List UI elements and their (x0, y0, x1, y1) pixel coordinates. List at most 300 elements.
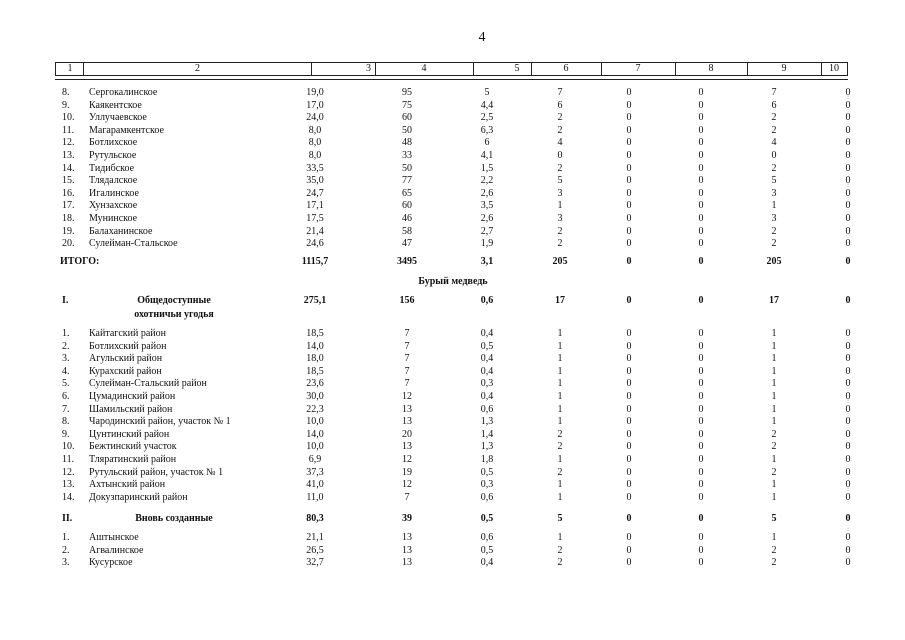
cell-col-9: 5 (771, 175, 777, 187)
table-row (0, 366, 905, 378)
cell-col-6: 2 (557, 428, 563, 440)
cell-col-9: 1 (771, 491, 777, 503)
cell-col-4: 13 (402, 557, 412, 569)
cell-col-9: 1 (771, 479, 777, 491)
cell-col-6: 2 (557, 225, 563, 237)
row-name: ИТОГО: (60, 256, 100, 267)
cell-col-5: 0,4 (480, 365, 494, 377)
row-name: Аштынское (89, 532, 139, 543)
cell-col-9: 0 (771, 150, 777, 161)
cell-col-8: 0 (698, 403, 704, 415)
cell-col-10: 0 (845, 137, 851, 149)
row-number: 9. (62, 99, 70, 111)
cell-col-8: 0 (698, 238, 704, 250)
cell-col-4: 46 (402, 213, 412, 224)
table-row (0, 226, 905, 238)
row-number: 2. (62, 340, 70, 352)
cell-col-8: 0 (698, 213, 704, 224)
cell-col-5: 1,4 (480, 428, 494, 440)
cell-col-5: 3,5 (480, 200, 494, 212)
cell-col-9: 2 (771, 112, 777, 124)
cell-col-10: 0 (845, 187, 851, 199)
total-row (0, 256, 905, 268)
cell-col-5: 0,5 (480, 513, 494, 524)
cell-col-10: 0 (845, 532, 851, 543)
row-name: Хунзахское (89, 200, 138, 212)
row-name: Рутульский район, участок № 1 (89, 466, 224, 478)
row-name: Общедоступные (137, 295, 211, 306)
row-number: 17. (62, 200, 75, 212)
cell-col-10: 0 (845, 328, 851, 339)
row-number: 3. (62, 557, 70, 569)
cell-col-7: 0 (626, 491, 632, 503)
column-header-10: 10 (829, 63, 839, 74)
cell-col-3: 17,5 (306, 213, 324, 224)
cell-col-3: 21,4 (306, 225, 324, 237)
cell-col-6: 1 (557, 532, 563, 543)
cell-col-8: 0 (698, 557, 704, 569)
cell-col-8: 0 (698, 365, 704, 377)
cell-col-9: 5 (771, 513, 777, 524)
cell-col-7: 0 (626, 238, 632, 250)
row-name: Балаханинское (89, 225, 153, 237)
cell-col-8: 0 (698, 112, 704, 124)
cell-col-5: 0,5 (480, 466, 494, 478)
cell-col-9: 17 (769, 295, 779, 306)
cell-col-3: 23,6 (306, 378, 324, 390)
cell-col-9: 1 (771, 365, 777, 377)
row-number: 9. (62, 428, 70, 440)
cell-col-7: 0 (626, 544, 632, 556)
cell-col-5: 0,5 (480, 544, 494, 556)
cell-col-3: 24,6 (306, 238, 324, 250)
cell-col-8: 0 (698, 137, 704, 149)
cell-col-9: 1 (771, 200, 777, 212)
table-row (0, 137, 905, 149)
cell-col-7: 0 (626, 353, 632, 365)
cell-col-4: 95 (402, 87, 412, 98)
cell-col-6: 1 (557, 353, 563, 365)
cell-col-9: 1 (771, 353, 777, 365)
row-number: 1. (62, 532, 70, 543)
cell-col-9: 2 (771, 428, 777, 440)
cell-col-6: 2 (557, 466, 563, 478)
cell-col-5: 1,3 (480, 416, 494, 428)
cell-col-4: 58 (402, 225, 412, 237)
cell-col-8: 0 (698, 479, 704, 491)
cell-col-10: 0 (845, 365, 851, 377)
cell-col-4: 7 (404, 365, 410, 377)
cell-col-7: 0 (626, 340, 632, 352)
cell-col-8: 0 (698, 150, 704, 161)
row-name: Игалинское (89, 187, 139, 199)
page-number: 4 (478, 30, 486, 45)
cell-col-9: 1 (771, 416, 777, 428)
table-row (0, 163, 905, 175)
cell-col-9: 1 (771, 532, 777, 543)
cell-col-7: 0 (626, 532, 632, 543)
row-name: Бежтинский участок (89, 441, 177, 453)
row-name: Шамильский район (89, 403, 173, 415)
cell-col-9: 1 (771, 454, 777, 465)
cell-col-3: 275,1 (303, 295, 327, 306)
cell-col-5: 1,9 (480, 238, 494, 250)
cell-col-6: 5 (557, 175, 563, 187)
cell-col-9: 7 (771, 87, 777, 98)
row-number: 13. (62, 150, 75, 161)
cell-col-6: 3 (557, 213, 563, 224)
cell-col-5: 0,4 (480, 557, 494, 569)
row-name: Тидибское (89, 162, 135, 174)
cell-col-10: 0 (845, 200, 851, 212)
cell-col-6: 6 (557, 99, 563, 111)
cell-col-9: 1 (771, 391, 777, 402)
cell-col-5: 4,4 (480, 99, 494, 111)
cell-col-3: 35,0 (306, 175, 324, 187)
cell-col-4: 12 (402, 454, 412, 465)
cell-col-6: 1 (557, 479, 563, 491)
cell-col-10: 0 (845, 441, 851, 453)
table-row (0, 479, 905, 491)
row-number: 12. (62, 466, 75, 478)
cell-col-3: 1115,7 (301, 256, 329, 267)
cell-col-4: 7 (404, 328, 410, 339)
cell-col-10: 0 (845, 150, 851, 161)
cell-col-6: 2 (557, 557, 563, 569)
cell-col-6: 2 (557, 162, 563, 174)
cell-col-7: 0 (626, 162, 632, 174)
cell-col-8: 0 (698, 175, 704, 187)
cell-col-6: 2 (557, 238, 563, 250)
row-number: 11. (62, 124, 75, 136)
cell-col-3: 17,0 (306, 99, 324, 111)
table-row (0, 238, 905, 250)
cell-col-3: 80,3 (306, 513, 324, 524)
cell-col-7: 0 (626, 200, 632, 212)
table-row (0, 404, 905, 416)
cell-col-9: 6 (771, 99, 777, 111)
cell-col-5: 0,4 (480, 353, 494, 365)
cell-col-4: 12 (402, 479, 412, 491)
row-name: Ахтынский район (89, 479, 166, 491)
cell-col-7: 0 (626, 391, 632, 402)
cell-col-8: 0 (698, 256, 704, 267)
column-header-4: 4 (421, 63, 427, 74)
cell-col-10: 0 (845, 225, 851, 237)
row-name: Агульский район (89, 353, 163, 365)
cell-col-4: 13 (402, 441, 412, 453)
row-number: 6. (62, 391, 70, 402)
cell-col-9: 2 (771, 544, 777, 556)
cell-col-4: 48 (402, 137, 412, 149)
cell-col-10: 0 (845, 87, 851, 98)
cell-col-6: 2 (557, 124, 563, 136)
cell-col-3: 8,0 (308, 137, 322, 149)
table-row (0, 532, 905, 544)
row-number: 14. (62, 491, 75, 503)
cell-col-7: 0 (626, 378, 632, 390)
cell-col-7: 0 (626, 557, 632, 569)
row-name: Курахский район (89, 365, 162, 377)
cell-col-10: 0 (845, 391, 851, 402)
row-name: Кайтагский район (89, 328, 167, 339)
table-row (0, 150, 905, 162)
cell-col-7: 0 (626, 466, 632, 478)
cell-col-6: 1 (557, 491, 563, 503)
cell-col-9: 3 (771, 187, 777, 199)
cell-col-10: 0 (845, 378, 851, 390)
row-name: Уллучаевское (89, 112, 147, 124)
table-row (0, 429, 905, 441)
cell-col-10: 0 (845, 112, 851, 124)
row-number: 19. (62, 225, 75, 237)
cell-col-5: 1,5 (480, 162, 494, 174)
cell-col-5: 2,7 (480, 225, 494, 237)
cell-col-3: 18,0 (306, 353, 324, 365)
cell-col-7: 0 (626, 225, 632, 237)
row-number: 2. (62, 544, 70, 556)
cell-col-8: 0 (698, 87, 704, 98)
cell-col-6: 1 (557, 328, 563, 339)
cell-col-3: 26,5 (306, 544, 324, 556)
cell-col-6: 2 (557, 441, 563, 453)
section-title-line2: охотничьи угодья (134, 309, 214, 320)
cell-col-3: 18,5 (306, 328, 324, 339)
cell-col-7: 0 (626, 403, 632, 415)
row-name: Цумадинский район (89, 391, 176, 402)
cell-col-5: 2,6 (480, 187, 494, 199)
table-row (0, 545, 905, 557)
cell-col-5: 0,6 (480, 532, 494, 543)
cell-col-5: 2,2 (480, 175, 494, 187)
cell-col-6: 1 (557, 391, 563, 402)
cell-col-6: 1 (557, 340, 563, 352)
row-number: 20. (62, 238, 75, 250)
row-name: Рутульское (89, 150, 137, 161)
cell-col-4: 50 (402, 162, 412, 174)
row-number: 11. (62, 454, 75, 465)
cell-col-6: 4 (557, 137, 563, 149)
cell-col-3: 14,0 (306, 340, 324, 352)
cell-col-7: 0 (626, 256, 632, 267)
cell-col-5: 2,6 (480, 213, 494, 224)
cell-col-7: 0 (626, 513, 632, 524)
cell-col-9: 2 (771, 441, 777, 453)
cell-col-10: 0 (845, 295, 851, 306)
cell-col-7: 0 (626, 187, 632, 199)
cell-col-8: 0 (698, 124, 704, 136)
cell-col-10: 0 (845, 416, 851, 428)
cell-col-7: 0 (626, 213, 632, 224)
row-name: Ботлихское (89, 137, 138, 149)
cell-col-7: 0 (626, 428, 632, 440)
cell-col-3: 10,0 (306, 441, 324, 453)
cell-col-8: 0 (698, 225, 704, 237)
cell-col-3: 30,0 (306, 391, 324, 402)
row-name: Магарамкентское (89, 124, 164, 136)
table-row (0, 378, 905, 390)
cell-col-9: 2 (771, 238, 777, 250)
cell-col-8: 0 (698, 491, 704, 503)
row-name: Мунинское (89, 213, 138, 224)
cell-col-5: 0,3 (480, 479, 494, 491)
cell-col-4: 77 (402, 175, 412, 187)
section-subtitle: Бурый медведь (418, 276, 488, 287)
cell-col-7: 0 (626, 479, 632, 491)
column-header-1: 1 (67, 63, 73, 74)
cell-col-10: 0 (845, 256, 851, 267)
row-number: I. (62, 295, 69, 306)
cell-col-3: 21,1 (306, 532, 324, 543)
cell-col-5: 3,1 (480, 256, 494, 267)
cell-col-3: 19,0 (306, 87, 324, 98)
cell-col-10: 0 (845, 124, 851, 136)
cell-col-8: 0 (698, 441, 704, 453)
cell-col-8: 0 (698, 454, 704, 465)
row-name: Сулейман-Стальский район (89, 378, 207, 390)
cell-col-7: 0 (626, 295, 632, 306)
row-number: 4. (62, 365, 70, 377)
cell-col-4: 7 (404, 491, 410, 503)
cell-col-5: 0,6 (480, 491, 494, 503)
cell-col-6: 5 (557, 513, 563, 524)
cell-col-10: 0 (845, 175, 851, 187)
row-number: 16. (62, 187, 75, 199)
table-row (0, 213, 905, 225)
cell-col-4: 12 (402, 391, 412, 402)
cell-col-5: 5 (484, 87, 490, 98)
cell-col-5: 0,6 (480, 403, 494, 415)
row-number: 15. (62, 175, 75, 187)
cell-col-4: 7 (404, 353, 410, 365)
row-number: 14. (62, 162, 75, 174)
row-name: Тляратинский район (89, 454, 177, 465)
table-row (0, 341, 905, 353)
row-name: Агвалинское (89, 544, 144, 556)
cell-col-9: 2 (771, 557, 777, 569)
cell-col-9: 205 (766, 256, 782, 267)
cell-col-4: 47 (402, 238, 412, 250)
cell-col-6: 0 (557, 150, 563, 161)
cell-col-4: 39 (402, 513, 412, 524)
cell-col-4: 75 (402, 99, 412, 111)
row-number: 8. (62, 87, 70, 98)
table-row (0, 467, 905, 479)
cell-col-3: 10,0 (306, 416, 324, 428)
row-name: Кусурское (89, 557, 133, 569)
row-name: Вновь созданные (135, 513, 213, 524)
cell-col-4: 156 (399, 295, 415, 306)
cell-col-5: 0,4 (480, 391, 494, 402)
cell-col-8: 0 (698, 513, 704, 524)
cell-col-6: 2 (557, 544, 563, 556)
cell-col-5: 1,8 (480, 454, 494, 465)
cell-col-6: 3 (557, 187, 563, 199)
table-row (0, 328, 905, 340)
cell-col-4: 3495 (397, 256, 417, 267)
cell-col-7: 0 (626, 441, 632, 453)
cell-col-9: 2 (771, 225, 777, 237)
table-row (0, 353, 905, 365)
table-row (0, 454, 905, 466)
cell-col-4: 13 (402, 532, 412, 543)
cell-col-8: 0 (698, 200, 704, 212)
row-name: Сулейман-Стальское (89, 238, 178, 250)
section-row (0, 295, 905, 307)
cell-col-6: 205 (552, 256, 568, 267)
table-row (0, 175, 905, 187)
cell-col-7: 0 (626, 328, 632, 339)
cell-col-10: 0 (845, 213, 851, 224)
cell-col-7: 0 (626, 175, 632, 187)
cell-col-4: 33 (402, 150, 412, 161)
row-name: Ботлихский район (89, 340, 167, 352)
cell-col-8: 0 (698, 391, 704, 402)
cell-col-6: 2 (557, 112, 563, 124)
cell-col-7: 0 (626, 365, 632, 377)
cell-col-10: 0 (845, 466, 851, 478)
cell-col-4: 7 (404, 378, 410, 390)
cell-col-7: 0 (626, 416, 632, 428)
cell-col-4: 7 (404, 340, 410, 352)
table-row (0, 100, 905, 112)
section-row (0, 513, 905, 525)
cell-col-4: 60 (402, 112, 412, 124)
row-number: 3. (62, 353, 70, 365)
cell-col-4: 13 (402, 416, 412, 428)
cell-col-10: 0 (845, 428, 851, 440)
cell-col-5: 6 (484, 137, 490, 149)
cell-col-7: 0 (626, 87, 632, 98)
cell-col-8: 0 (698, 378, 704, 390)
cell-col-6: 1 (557, 454, 563, 465)
cell-col-7: 0 (626, 99, 632, 111)
row-number: 5. (62, 378, 70, 390)
cell-col-3: 11,0 (306, 491, 324, 503)
row-number: 18. (62, 213, 75, 224)
row-number: 1. (62, 328, 70, 339)
row-number: 7. (62, 403, 70, 415)
row-number: II. (62, 513, 73, 524)
cell-col-8: 0 (698, 353, 704, 365)
cell-col-8: 0 (698, 466, 704, 478)
cell-col-4: 50 (402, 124, 412, 136)
table-row (0, 492, 905, 504)
cell-col-3: 17,1 (306, 200, 324, 212)
table-row (0, 416, 905, 428)
table-row (0, 557, 905, 569)
cell-col-7: 0 (626, 112, 632, 124)
cell-col-10: 0 (845, 162, 851, 174)
cell-col-6: 1 (557, 416, 563, 428)
row-name: Цунтинский район (89, 428, 170, 440)
cell-col-3: 6,9 (308, 454, 322, 465)
row-number: 10. (62, 441, 75, 453)
cell-col-6: 7 (557, 87, 563, 98)
cell-col-3: 33,5 (306, 162, 324, 174)
row-name: Каякентское (89, 99, 142, 111)
table-row (0, 112, 905, 124)
cell-col-5: 0,3 (480, 378, 494, 390)
cell-col-5: 0,6 (480, 295, 494, 306)
cell-col-10: 0 (845, 454, 851, 465)
row-name: Тлядалское (89, 175, 138, 187)
cell-col-9: 4 (771, 137, 777, 149)
cell-col-7: 0 (626, 137, 632, 149)
cell-col-6: 1 (557, 365, 563, 377)
cell-col-3: 14,0 (306, 428, 324, 440)
cell-col-10: 0 (845, 491, 851, 503)
